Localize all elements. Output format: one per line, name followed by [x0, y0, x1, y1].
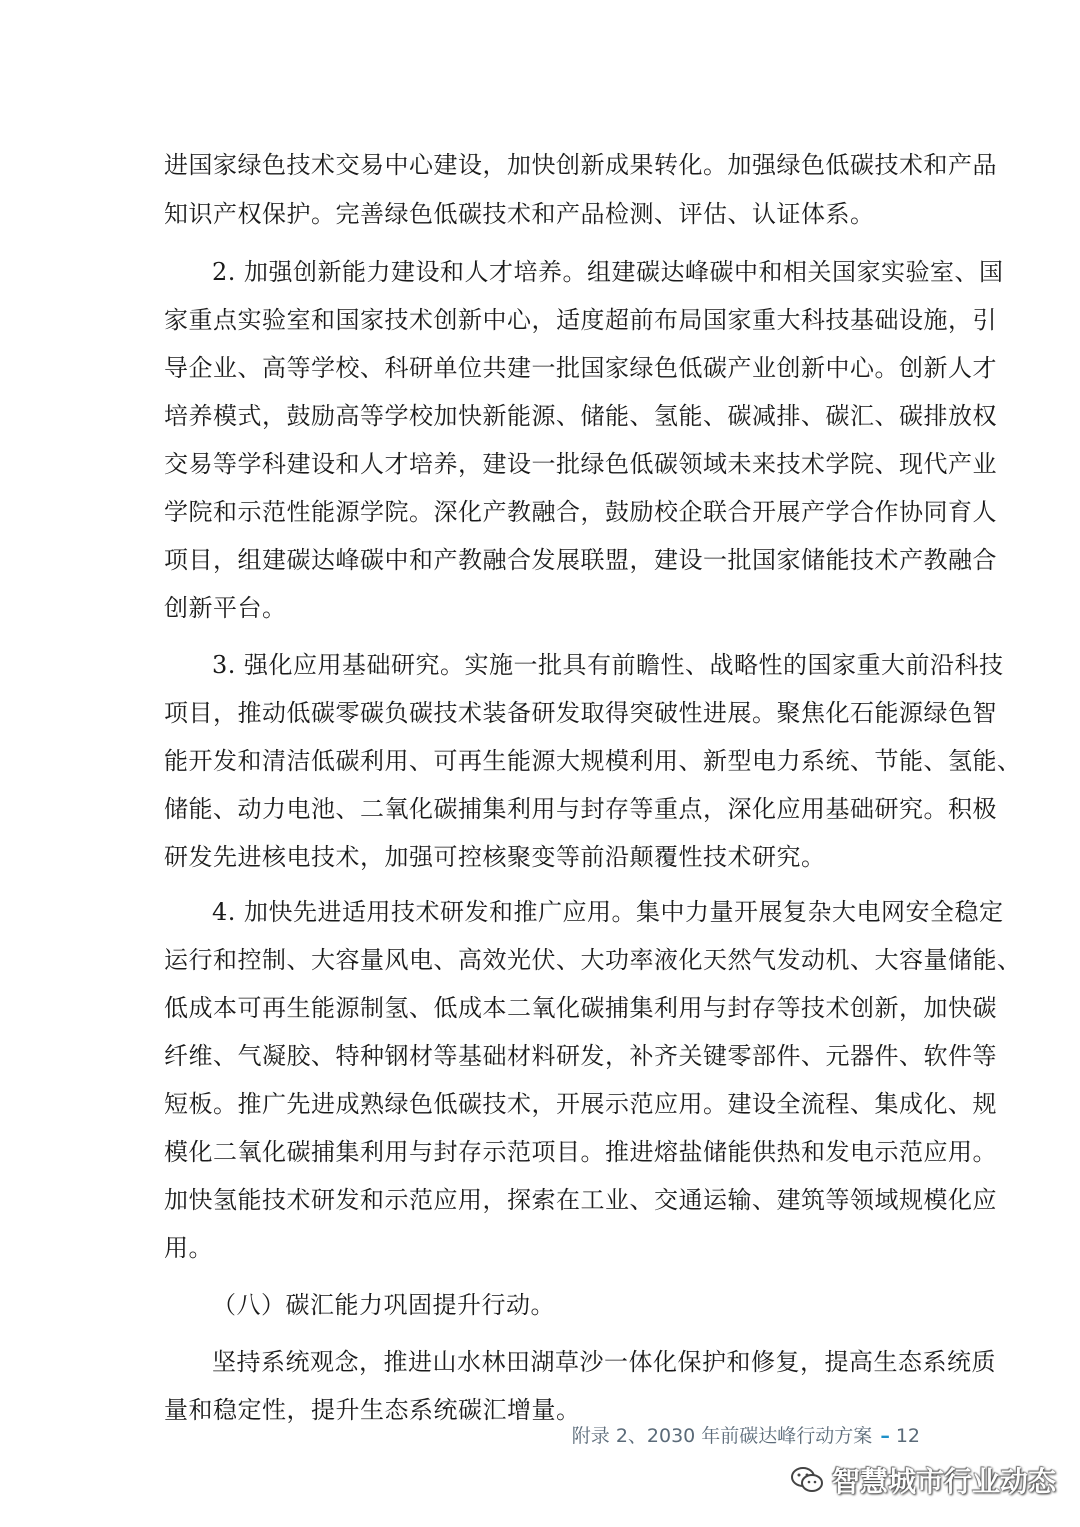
- footer-title: 附录 2、2030 年前碳达峰行动方案: [571, 1425, 873, 1447]
- text-line: 短板。推广先进成熟绿色低碳技术，开展示范应用。建设全流程、集成化、规: [164, 1090, 997, 1118]
- text-line: 培养模式，鼓励高等学校加快新能源、储能、氢能、碳减排、碳汇、碳排放权: [164, 402, 997, 430]
- text-line: 项目，推动低碳零碳负碳技术装备研发取得突破性进展。聚焦化石能源绿色智: [164, 699, 997, 727]
- footer-dash: –: [880, 1425, 890, 1447]
- text-line: 储能、动力电池、二氧化碳捕集利用与封存等重点，深化应用基础研究。积极: [164, 795, 997, 823]
- section-heading-8: （八）碳汇能力巩固提升行动。: [212, 1291, 555, 1319]
- text-line: 加快氢能技术研发和示范应用，探索在工业、交通运输、建筑等领域规模化应: [164, 1186, 997, 1214]
- section-heading-2: 2. 加强创新能力建设和人才培养。组建碳达峰碳中和相关国家实验室、国: [212, 258, 1004, 286]
- text-line: 家重点实验室和国家技术创新中心，适度超前布局国家重大科技基础设施，引: [164, 306, 997, 334]
- text-line: 用。: [164, 1234, 213, 1262]
- text-line: 交易等学科建设和人才培养，建设一批绿色低碳领域未来技术学院、现代产业: [164, 450, 997, 478]
- section-heading-3: 3. 强化应用基础研究。实施一批具有前瞻性、战略性的国家重大前沿科技: [212, 651, 1004, 679]
- watermark: [790, 1460, 1060, 1500]
- section-heading-4: 4. 加快先进适用技术研发和推广应用。集中力量开展复杂大电网安全稳定: [212, 898, 1004, 926]
- page-footer: [560, 1422, 920, 1450]
- text-line: 学院和示范性能源学院。深化产教融合，鼓励校企联合开展产学合作协同育人: [164, 498, 997, 526]
- text-line: 创新平台。: [164, 594, 287, 622]
- text-line: 项目，组建碳达峰碳中和产教融合发展联盟，建设一批国家储能技术产教融合: [164, 546, 997, 574]
- wechat-icon: [790, 1465, 824, 1495]
- text-line: 模化二氧化碳捕集利用与封存示范项目。推进熔盐储能供热和发电示范应用。: [164, 1138, 997, 1166]
- text-line: 量和稳定性，提升生态系统碳汇增量。: [164, 1396, 581, 1424]
- page-number: 12: [895, 1425, 920, 1447]
- text-line: 纤维、气凝胶、特种钢材等基础材料研发，补齐关键零部件、元器件、软件等: [164, 1042, 997, 1070]
- text-line: 能开发和清洁低碳利用、可再生能源大规模利用、新型电力系统、节能、氢能、: [164, 747, 1022, 775]
- text-line: 进国家绿色技术交易中心建设，加快创新成果转化。加强绿色低碳技术和产品: [164, 151, 997, 179]
- watermark-text: 智慧城市行业动态: [832, 1465, 1057, 1498]
- text-line: 知识产权保护。完善绿色低碳技术和产品检测、评估、认证体系。: [164, 200, 875, 228]
- text-line: 导企业、高等学校、科研单位共建一批国家绿色低碳产业创新中心。创新人才: [164, 354, 997, 382]
- text-line: 运行和控制、大容量风电、高效光伏、大功率液化天然气发动机、大容量储能、: [164, 946, 1022, 974]
- text-line: 研发先进核电技术，加强可控核聚变等前沿颠覆性技术研究。: [164, 843, 826, 871]
- text-line: 低成本可再生能源制氢、低成本二氧化碳捕集利用与封存等技术创新，加快碳: [164, 994, 997, 1022]
- text-line: 坚持系统观念，推进山水林田湖草沙一体化保护和修复，提高生态系统质: [212, 1348, 996, 1376]
